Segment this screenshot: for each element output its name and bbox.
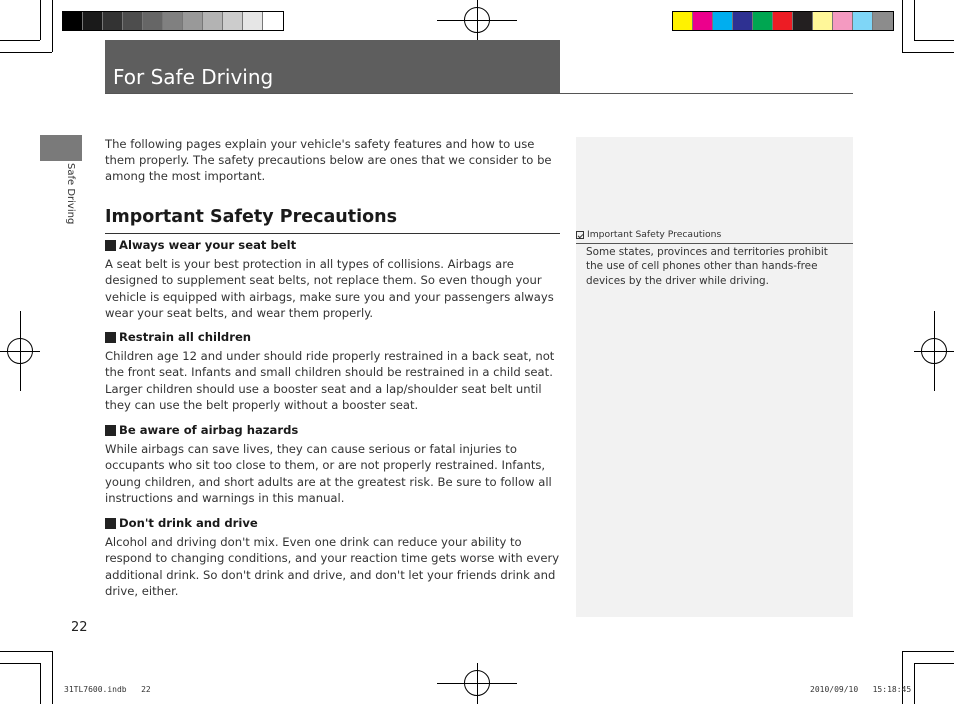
crop-mark bbox=[902, 52, 954, 53]
bullet-square-icon bbox=[105, 240, 116, 251]
bullet-square-icon bbox=[105, 518, 116, 529]
color-swatch bbox=[203, 12, 223, 30]
precaution-heading-text: Always wear your seat belt bbox=[119, 238, 297, 252]
color-swatch bbox=[263, 12, 283, 30]
crop-mark bbox=[902, 651, 954, 652]
precaution-body: A seat belt is your best protection in all types of collisions. Airbags are designed to supplement seat belts, not replace them. So even though your vehicle is equipped with airbags, make sure you and your passengers always wear your seat belts, and wear them properly. bbox=[105, 257, 554, 321]
side-note-heading bbox=[576, 229, 721, 240]
crop-mark bbox=[52, 0, 53, 52]
crop-mark bbox=[0, 663, 40, 664]
crop-mark bbox=[0, 651, 52, 652]
color-swatch bbox=[693, 12, 713, 30]
page-title: For Safe Driving bbox=[113, 65, 274, 89]
precaution-heading-text: Don't drink and drive bbox=[119, 516, 258, 530]
color-swatch bbox=[853, 12, 873, 30]
crop-mark bbox=[914, 40, 954, 41]
color-swatch bbox=[223, 12, 243, 30]
color-swatch bbox=[673, 12, 693, 30]
color-swatch bbox=[243, 12, 263, 30]
crop-mark bbox=[902, 651, 903, 704]
precaution-heading bbox=[105, 330, 251, 344]
section-tab bbox=[40, 135, 82, 161]
crop-mark bbox=[914, 0, 915, 40]
intro-paragraph: The following pages explain your vehicle's safety features and how to use them properly. The safety precautions below are ones that we consider to be among the most important. bbox=[105, 137, 552, 184]
section-heading: Important Safety Precautions bbox=[105, 207, 398, 227]
section-tab-label: Safe Driving bbox=[65, 163, 76, 225]
side-note-heading-text: Important Safety Precautions bbox=[587, 229, 722, 240]
color-swatch bbox=[833, 12, 853, 30]
color-swatch bbox=[83, 12, 103, 30]
process-color-bar bbox=[672, 11, 894, 31]
file-slug: 31TL7600.indb 22 bbox=[64, 685, 151, 694]
crop-mark bbox=[40, 0, 41, 40]
print-timestamp: 2010/09/10 15:18:45 bbox=[810, 685, 912, 694]
color-swatch bbox=[713, 12, 733, 30]
title-divider bbox=[105, 93, 853, 94]
page-number: 22 bbox=[71, 620, 88, 635]
crop-mark bbox=[52, 651, 53, 704]
bullet-square-icon bbox=[105, 332, 116, 343]
precaution-heading-text: Restrain all children bbox=[119, 330, 252, 344]
color-swatch bbox=[143, 12, 163, 30]
side-note-panel bbox=[576, 137, 853, 617]
color-swatch bbox=[753, 12, 773, 30]
crop-mark bbox=[0, 52, 52, 53]
crop-mark bbox=[914, 663, 954, 664]
precaution-body: While airbags can save lives, they can cause serious or fatal injuries to occupants who sit too close to them, or are not properly restrained. Infants, young children, and short adults are at the greatest risk. Be sure to follow all instructions and warnings in this manual. bbox=[105, 442, 552, 506]
color-swatch bbox=[163, 12, 183, 30]
grayscale-color-bar bbox=[62, 11, 284, 31]
section-divider bbox=[105, 233, 560, 234]
cross-reference-icon bbox=[576, 231, 584, 239]
precaution-heading-text: Be aware of airbag hazards bbox=[119, 423, 299, 437]
color-swatch bbox=[103, 12, 123, 30]
precaution-body: Children age 12 and under should ride properly restrained in a back seat, not the front seat. Infants and small children should be restrained in a child seat. Larger children should use a booster seat and a lap/shoulder seat belt until they can use the belt properly without a booster seat. bbox=[105, 349, 555, 413]
precaution-heading bbox=[105, 423, 298, 437]
side-note-body: Some states, provinces and territories prohibit the use of cell phones other than hands-free devices by the driver while driving. bbox=[586, 246, 828, 287]
color-swatch bbox=[813, 12, 833, 30]
crop-mark bbox=[40, 663, 41, 704]
color-swatch bbox=[63, 12, 83, 30]
side-note-divider bbox=[576, 243, 853, 244]
precaution-body: Alcohol and driving don't mix. Even one drink can reduce your ability to respond to changing conditions, and your reaction time gets worse with every additional drink. So don't drink and drive, and don't let your friends drink and drive, either. bbox=[105, 535, 560, 599]
precaution-heading bbox=[105, 516, 258, 530]
crop-mark bbox=[0, 40, 40, 41]
color-swatch bbox=[123, 12, 143, 30]
color-swatch bbox=[733, 12, 753, 30]
precaution-heading bbox=[105, 238, 296, 252]
color-swatch bbox=[183, 12, 203, 30]
crop-mark bbox=[902, 0, 903, 52]
color-swatch bbox=[873, 12, 893, 30]
color-swatch bbox=[773, 12, 793, 30]
crop-mark bbox=[914, 663, 915, 704]
bullet-square-icon bbox=[105, 425, 116, 436]
color-swatch bbox=[793, 12, 813, 30]
